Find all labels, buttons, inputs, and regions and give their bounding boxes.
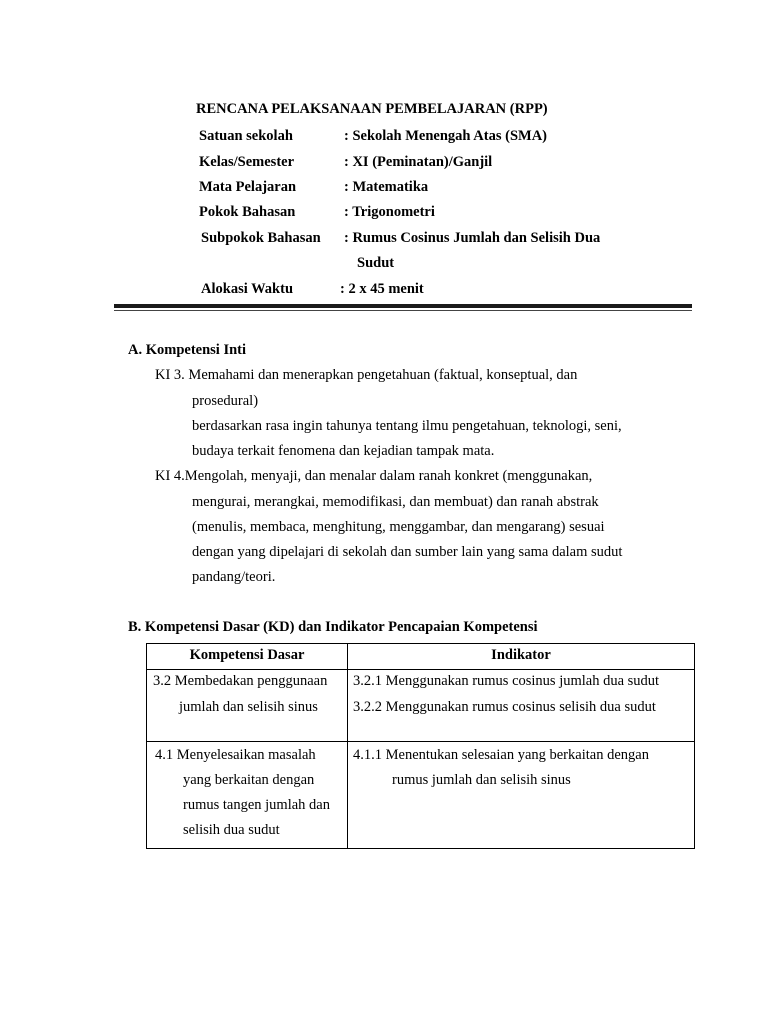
header-value-cont: Sudut [357,255,395,271]
indikator-text: rumus jumlah dan selisih sinus [392,772,571,788]
ki4-line-3: (menulis, membaca, menghitung, menggambar, dan mengarang) sesuai [192,519,605,535]
header-value: : Trigonometri [344,204,435,220]
kd-text: jumlah dan selisih sinus [179,699,318,715]
header-divider-thin [114,310,692,311]
header-label: Mata Pelajaran [199,179,297,195]
table-header-row [147,644,695,670]
ki3-line-3: berdasarkan rasa ingin tahunya tentang ilmu pengetahuan, teknologi, seni, [192,418,622,434]
header-value: : Rumus Cosinus Jumlah dan Selisih Dua [344,230,601,246]
header-label: Satuan sekolah [199,128,293,144]
header-value: : XI (Peminatan)/Ganjil [344,154,493,170]
kd-cell [147,742,348,849]
kd-text: 4.1 Menyelesaikan masalah [155,747,316,763]
indikator-cell [348,742,695,849]
table-row [147,670,695,742]
header-value: : Matematika [344,179,429,195]
section-b-heading: B. Kompetensi Dasar (KD) dan Indikator Pencapaian Kompetensi [128,619,538,635]
kd-cell [147,670,348,742]
indikator-text: 4.1.1 Menentukan selesaian yang berkaitan dengan [353,747,649,763]
ki4-line-2: mengurai, merangkai, memodifikasi, dan membuat) dan ranah abstrak [192,494,599,510]
table-header-kd: Kompetensi Dasar [147,644,348,670]
header-value: : 2 x 45 menit [340,281,424,297]
header-label: Kelas/Semester [199,154,295,170]
ki4-line-4: dengan yang dipelajari di sekolah dan sumber lain yang sama dalam sudut [192,544,623,560]
ki4-line-5: pandang/teori. [192,569,276,585]
table-row [147,742,695,849]
ki3-line-1: KI 3. Memahami dan menerapkan pengetahuan (faktual, konseptual, dan [155,367,578,383]
header-label: Subpokok Bahasan [201,230,321,246]
kd-indikator-table [146,643,695,849]
indikator-text: 3.2.2 Menggunakan rumus cosinus selisih dua sudut [353,699,656,715]
header-value: : Sekolah Menengah Atas (SMA) [344,128,548,144]
ki3-line-2: prosedural) [192,393,259,409]
ki3-line-4: budaya terkait fenomena dan kejadian tampak mata. [192,443,495,459]
kd-text: rumus tangen jumlah dan [183,797,330,813]
indikator-text: 3.2.1 Menggunakan rumus cosinus jumlah dua sudut [353,673,660,689]
indikator-cell [348,670,695,742]
header-label: Alokasi Waktu [201,281,294,297]
document-title: RENCANA PELAKSANAAN PEMBELAJARAN (RPP) [196,101,548,117]
kd-text: 3.2 Membedakan penggunaan [153,673,328,689]
header-label: Pokok Bahasan [199,204,296,220]
header-divider [114,304,692,308]
ki4-line-1: KI 4.Mengolah, menyaji, dan menalar dalam ranah konkret (menggunakan, [155,468,593,484]
section-a-heading: A. Kompetensi Inti [128,342,247,358]
kd-text: yang berkaitan dengan [183,772,315,788]
kd-text: selisih dua sudut [183,822,280,838]
table-header-indikator: Indikator [348,644,695,670]
